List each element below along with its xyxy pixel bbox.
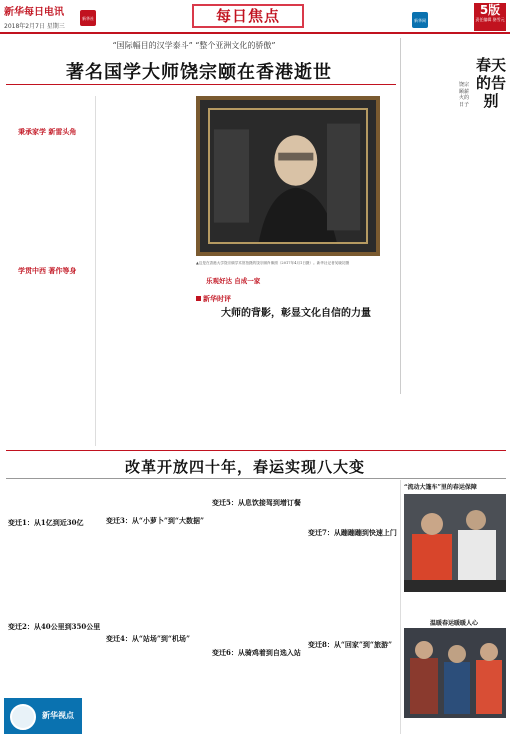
spring-festival-headline: 改革开放四十年，春运实现八大变 <box>124 458 365 476</box>
commentary-col2 <box>264 318 328 446</box>
commentary-section-label: 新华时评 <box>196 294 231 304</box>
lead-headline: 著名国学大师饶宗颐在香港逝世 <box>66 62 332 83</box>
portrait-caption: ▲这是在香港大学饶宗颐学术馆拍摄的饶宗颐肖像照（2017年4月1日摄）。新华社记者吴晓初摄 <box>196 261 350 265</box>
masthead <box>4 3 65 30</box>
page-editor: 责任编辑 骆雪元 <box>475 17 505 22</box>
brand-label: 新华视点 <box>42 711 74 720</box>
change-5-heading: 变迁5：从息饮接驾到增订餐 <box>212 498 301 507</box>
sidebar-headline: 春天的告别 <box>475 56 506 110</box>
column-divider <box>400 480 401 734</box>
lead-body-col2 <box>98 96 190 450</box>
commentary-col1 <box>196 318 260 446</box>
page-number: 5版 <box>479 3 501 17</box>
change-7-heading: 变迁7：从蹦蹦蹦到快速上门 <box>308 528 397 537</box>
photo-top-caption: “流动大篷车”里的春运保障 <box>404 484 477 491</box>
sidebar-byline: 饶宗颐薪火的日子 <box>458 82 469 108</box>
change-8-heading: 变迁8：从“回家”到“旅游” <box>308 640 392 649</box>
story2-col3 <box>208 484 300 734</box>
lead-kicker: “国际幅目的汉学泰斗” “整个亚洲文化的骄傲” <box>112 41 276 50</box>
section-divider <box>6 450 506 451</box>
photo-top-text <box>404 594 506 614</box>
globe-icon <box>10 704 36 730</box>
sidebar-body-top <box>406 42 456 182</box>
page-header <box>0 0 510 34</box>
issue-date: 2018年2月7日 星期三 <box>4 23 65 30</box>
sidebar-body <box>406 186 506 390</box>
change-3-heading: 变迁3：从“小萝卜”到“大数据” <box>106 516 204 525</box>
commentary-col3 <box>332 318 396 446</box>
xinhua-logo: 新华社 <box>80 10 96 26</box>
story2-col4 <box>304 484 396 734</box>
section-banner: 每日焦点 <box>192 4 304 28</box>
lead-subhead-1: 秉承家学 新雷头角 <box>18 127 77 136</box>
portrait-image <box>208 108 368 244</box>
xinhua-viewpoint-brand <box>4 698 82 734</box>
change-1-heading: 变迁1：从1亿到近30亿 <box>8 518 84 527</box>
photo-bottom-text <box>404 720 506 736</box>
xinhuanet-logo: 新华网 <box>412 12 428 28</box>
change-6-heading: 变迁6：从骑鸡着到自选入站 <box>212 648 301 657</box>
change-4-heading: 变迁4：从“站场”到“机场” <box>106 634 190 643</box>
medic-photo <box>404 494 506 592</box>
headline-rule <box>6 84 396 85</box>
passenger-photo <box>404 628 506 718</box>
lead-subhead-3: 乐观好达 自成一家 <box>206 277 261 285</box>
story2-col1 <box>6 484 101 694</box>
headline-underline <box>6 478 506 479</box>
commentary-headline: 大师的背影，彰显文化自信的力量 <box>221 308 371 319</box>
column-divider <box>95 96 96 446</box>
lead-subhead-2: 学贯中西 著作等身 <box>18 266 77 275</box>
paper-name: 新华每日电讯 <box>4 7 64 18</box>
page-badge <box>474 3 506 31</box>
photo-bottom-caption: 温暖春运暖暖人心 <box>430 620 479 627</box>
portrait-photo <box>196 96 380 256</box>
change-2-heading: 变迁2：从40公里到350公里 <box>8 622 101 631</box>
